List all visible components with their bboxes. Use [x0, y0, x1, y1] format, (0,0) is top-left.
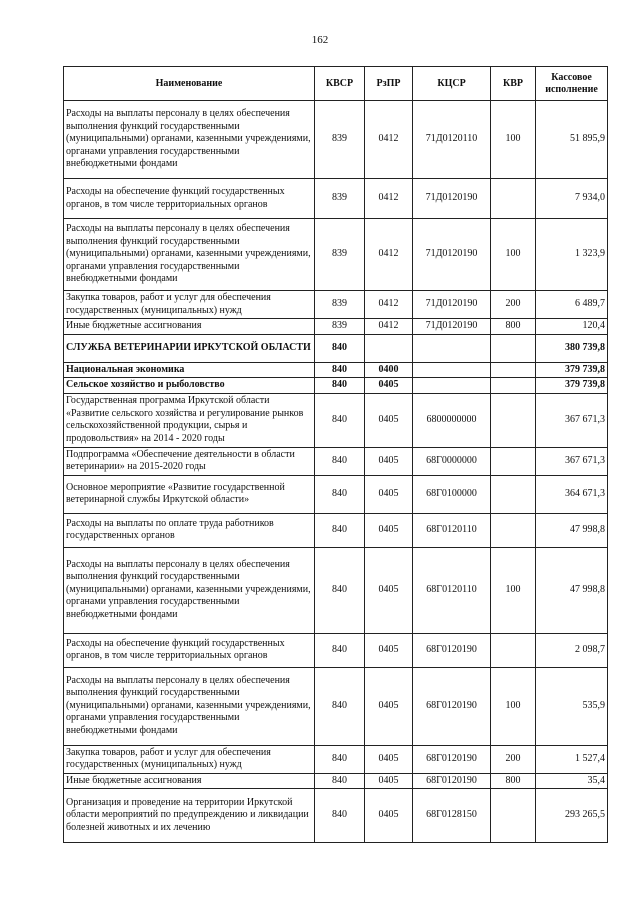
- cell-amount: 367 671,3: [536, 447, 608, 475]
- table-row: [64, 378, 608, 394]
- cell-kcsr: [413, 334, 491, 362]
- cell-name: Подпрограмма «Обеспечение деятельности в области ветеринарии» на 2015-2020 годы: [64, 447, 315, 475]
- cell-kcsr: 68Г0120190: [413, 773, 491, 789]
- cell-kvsr: 840: [315, 513, 365, 547]
- cell-kcsr: 71Д0120190: [413, 291, 491, 319]
- cell-amount: 47 998,8: [536, 547, 608, 633]
- cell-rzpr: 0405: [365, 513, 413, 547]
- cell-kvsr: 840: [315, 447, 365, 475]
- cell-rzpr: 0405: [365, 447, 413, 475]
- cell-kvsr: 840: [315, 547, 365, 633]
- cell-kcsr: 68Г0120190: [413, 667, 491, 745]
- table-row: [64, 475, 608, 513]
- cell-name: Основное мероприятие «Развитие государственной ветеринарной службы Иркутской области»: [64, 475, 315, 513]
- cell-amount: 7 934,0: [536, 179, 608, 219]
- cell-name: Закупка товаров, работ и услуг для обеспечения государственных (муниципальных) нужд: [64, 291, 315, 319]
- cell-kvsr: 840: [315, 789, 365, 843]
- cell-amount: 367 671,3: [536, 393, 608, 447]
- cell-amount: 535,9: [536, 667, 608, 745]
- table-row: [64, 547, 608, 633]
- cell-kvr: [491, 633, 536, 667]
- cell-kvr: 200: [491, 745, 536, 773]
- header-kcsr: КЦСР: [413, 67, 491, 101]
- cell-kvr: [491, 393, 536, 447]
- cell-kcsr: 71Д0120190: [413, 319, 491, 335]
- table-row: [64, 633, 608, 667]
- cell-kcsr: 68Г0120190: [413, 745, 491, 773]
- cell-rzpr: 0405: [365, 633, 413, 667]
- cell-rzpr: 0412: [365, 291, 413, 319]
- cell-name: Национальная экономика: [64, 362, 315, 378]
- cell-name: Иные бюджетные ассигнования: [64, 773, 315, 789]
- cell-kvr: 200: [491, 291, 536, 319]
- cell-kvsr: 839: [315, 179, 365, 219]
- cell-kvsr: 839: [315, 219, 365, 291]
- cell-kvsr: 840: [315, 745, 365, 773]
- cell-name: Расходы на обеспечение функций государственных органов, в том числе территориальных органов: [64, 179, 315, 219]
- cell-kvr: [491, 789, 536, 843]
- table-row: [64, 773, 608, 789]
- cell-kcsr: 68Г0100000: [413, 475, 491, 513]
- cell-amount: 364 671,3: [536, 475, 608, 513]
- cell-name: Государственная программа Иркутской области «Развитие сельского хозяйства и регулирование рынков сельскохозяйственной продукции, сырья и продовольствия» на 2014 - 2020 годы: [64, 393, 315, 447]
- cell-rzpr: 0405: [365, 667, 413, 745]
- cell-rzpr: 0412: [365, 179, 413, 219]
- cell-rzpr: 0405: [365, 378, 413, 394]
- cell-amount: 120,4: [536, 319, 608, 335]
- cell-kcsr: [413, 362, 491, 378]
- cell-kvr: 800: [491, 319, 536, 335]
- cell-amount: 2 098,7: [536, 633, 608, 667]
- cell-rzpr: 0412: [365, 219, 413, 291]
- table-row: [64, 179, 608, 219]
- table-row: [64, 447, 608, 475]
- table-row: [64, 219, 608, 291]
- table-row: [64, 393, 608, 447]
- table-row: [64, 334, 608, 362]
- cell-kvr: [491, 378, 536, 394]
- cell-name: Расходы на выплаты персоналу в целях обеспечения выполнения функций государственными (муниципальными) органами, казенными учреждениями, органами управления государственными внебюджетными фондами: [64, 667, 315, 745]
- cell-name: Иные бюджетные ассигнования: [64, 319, 315, 335]
- table-row: [64, 291, 608, 319]
- cell-kvsr: 840: [315, 362, 365, 378]
- cell-kvr: 100: [491, 547, 536, 633]
- cell-kcsr: 68Г0000000: [413, 447, 491, 475]
- cell-rzpr: 0405: [365, 393, 413, 447]
- cell-kvr: 100: [491, 101, 536, 179]
- table-row: [64, 745, 608, 773]
- cell-name: Организация и проведение на территории Иркутской области мероприятий по предупреждению и ликвидации болезней животных и их лечению: [64, 789, 315, 843]
- cell-name: Расходы на выплаты персоналу в целях обеспечения выполнения функций государственными (муниципальными) органами, казенными учреждениями, органами управления государственными внебюджетными фондами: [64, 547, 315, 633]
- cell-amount: 51 895,9: [536, 101, 608, 179]
- cell-name: Расходы на выплаты персоналу в целях обеспечения выполнения функций государственными (муниципальными) органами, казенными учреждениями, органами управления государственными внебюджетными фондами: [64, 101, 315, 179]
- cell-kcsr: 71Д0120110: [413, 101, 491, 179]
- cell-kvsr: 839: [315, 291, 365, 319]
- table-row: [64, 667, 608, 745]
- budget-table: [63, 66, 608, 843]
- cell-amount: 380 739,8: [536, 334, 608, 362]
- cell-kvr: [491, 447, 536, 475]
- cell-kvr: [491, 334, 536, 362]
- cell-kvsr: 840: [315, 773, 365, 789]
- cell-kvr: 100: [491, 219, 536, 291]
- cell-kvr: 800: [491, 773, 536, 789]
- table-row: [64, 789, 608, 843]
- cell-rzpr: 0405: [365, 745, 413, 773]
- table-row: [64, 513, 608, 547]
- cell-kvr: [491, 362, 536, 378]
- cell-kcsr: 6800000000: [413, 393, 491, 447]
- cell-rzpr: 0405: [365, 789, 413, 843]
- cell-amount: 293 265,5: [536, 789, 608, 843]
- cell-name: Расходы на выплаты персоналу в целях обеспечения выполнения функций государственными (муниципальными) органами, казенными учреждениями, органами управления государственными внебюджетными фондами: [64, 219, 315, 291]
- cell-kvsr: 839: [315, 101, 365, 179]
- cell-kvsr: 839: [315, 319, 365, 335]
- cell-rzpr: 0405: [365, 547, 413, 633]
- cell-name: Закупка товаров, работ и услуг для обеспечения государственных (муниципальных) нужд: [64, 745, 315, 773]
- cell-amount: 379 739,8: [536, 362, 608, 378]
- header-amount: Кассовое исполнение: [536, 67, 608, 101]
- cell-amount: 47 998,8: [536, 513, 608, 547]
- cell-kcsr: 68Г0120110: [413, 513, 491, 547]
- cell-kcsr: 68Г0120110: [413, 547, 491, 633]
- cell-amount: 6 489,7: [536, 291, 608, 319]
- table-body: [64, 101, 608, 843]
- table-row: [64, 101, 608, 179]
- header-kvr: КВР: [491, 67, 536, 101]
- header-kvsr: КВСР: [315, 67, 365, 101]
- cell-rzpr: 0405: [365, 773, 413, 789]
- cell-kvr: 100: [491, 667, 536, 745]
- cell-kcsr: 68Г0120190: [413, 633, 491, 667]
- cell-amount: 379 739,8: [536, 378, 608, 394]
- cell-kvr: [491, 475, 536, 513]
- cell-name: СЛУЖБА ВЕТЕРИНАРИИ ИРКУТСКОЙ ОБЛАСТИ: [64, 334, 315, 362]
- cell-kvsr: 840: [315, 393, 365, 447]
- cell-rzpr: 0412: [365, 101, 413, 179]
- cell-rzpr: [365, 334, 413, 362]
- cell-kvsr: 840: [315, 378, 365, 394]
- cell-rzpr: 0412: [365, 319, 413, 335]
- cell-amount: 1 323,9: [536, 219, 608, 291]
- cell-name: Расходы на выплаты по оплате труда работников государственных органов: [64, 513, 315, 547]
- cell-name: Сельское хозяйство и рыболовство: [64, 378, 315, 394]
- table-header-row: [64, 67, 608, 101]
- header-rzpr: РзПР: [365, 67, 413, 101]
- cell-kvsr: 840: [315, 633, 365, 667]
- cell-kcsr: 71Д0120190: [413, 219, 491, 291]
- cell-amount: 35,4: [536, 773, 608, 789]
- cell-rzpr: 0405: [365, 475, 413, 513]
- table-row: [64, 362, 608, 378]
- header-name: Наименование: [64, 67, 315, 101]
- cell-name: Расходы на обеспечение функций государственных органов, в том числе территориальных органов: [64, 633, 315, 667]
- cell-kcsr: 71Д0120190: [413, 179, 491, 219]
- page-number: 162: [311, 34, 329, 46]
- cell-kvr: [491, 179, 536, 219]
- cell-kcsr: [413, 378, 491, 394]
- table-row: [64, 319, 608, 335]
- cell-kvr: [491, 513, 536, 547]
- cell-kvsr: 840: [315, 475, 365, 513]
- cell-kcsr: 68Г0128150: [413, 789, 491, 843]
- cell-rzpr: 0400: [365, 362, 413, 378]
- cell-kvsr: 840: [315, 334, 365, 362]
- cell-kvsr: 840: [315, 667, 365, 745]
- cell-amount: 1 527,4: [536, 745, 608, 773]
